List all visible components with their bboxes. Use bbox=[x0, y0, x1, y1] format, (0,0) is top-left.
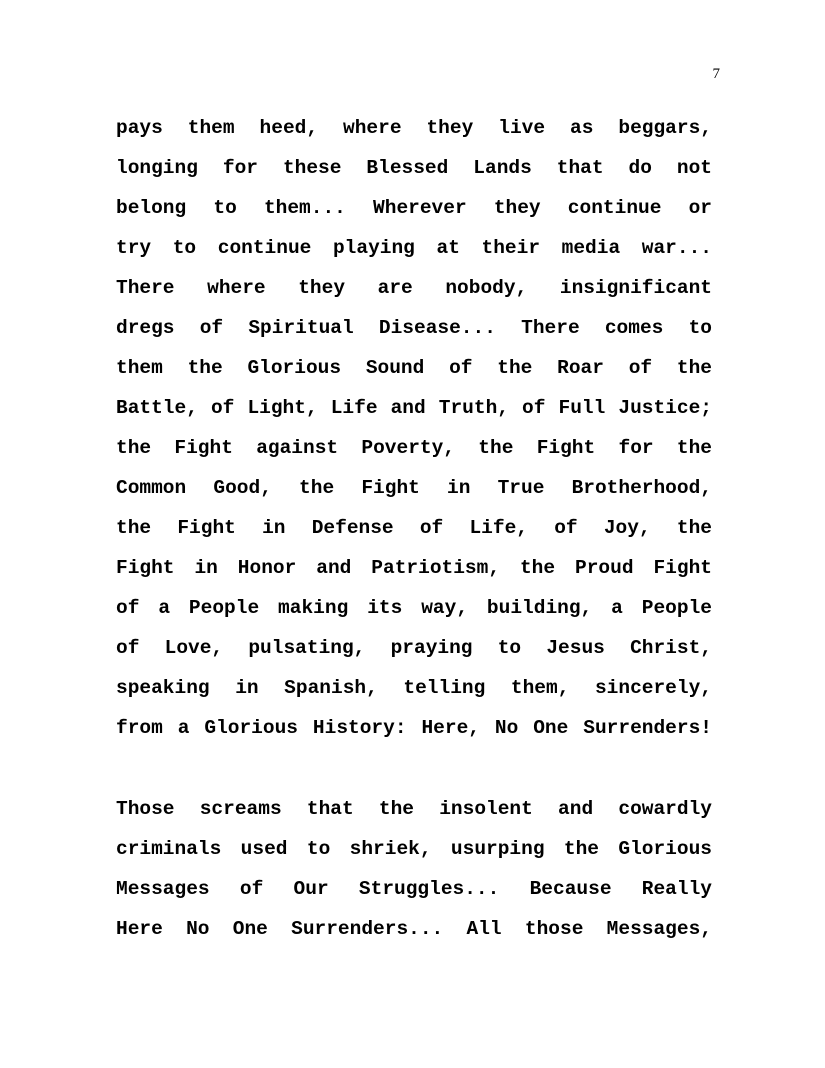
text-line: of a People making its way, building, a People bbox=[116, 597, 712, 619]
text-line: Common Good, the Fight in True Brotherhood, bbox=[116, 477, 712, 499]
text-line: Here No One Surrenders... All those Messages, bbox=[116, 918, 712, 940]
text-line: speaking in Spanish, telling them, sincerely, bbox=[116, 677, 712, 699]
text-line: belong to them... Wherever they continue or bbox=[116, 197, 712, 219]
text-line: longing for these Blessed Lands that do not bbox=[116, 157, 712, 179]
text-line: criminals used to shriek, usurping the Glorious bbox=[116, 838, 712, 860]
text-line: Battle, of Light, Life and Truth, of Full Justice; bbox=[116, 397, 712, 419]
text-line: pays them heed, where they live as beggars, bbox=[116, 117, 712, 139]
text-line: from a Glorious History: Here, No One Surrenders! bbox=[116, 717, 712, 739]
text-line: the Fight in Defense of Life, of Joy, the bbox=[116, 517, 712, 539]
text-line: Fight in Honor and Patriotism, the Proud Fight bbox=[116, 557, 712, 579]
text-line: of Love, pulsating, praying to Jesus Christ, bbox=[116, 637, 712, 659]
page-number: 7 bbox=[712, 66, 720, 82]
text-line: Those screams that the insolent and cowardly bbox=[116, 798, 712, 820]
text-line: the Fight against Poverty, the Fight for the bbox=[116, 437, 712, 459]
text-line: them the Glorious Sound of the Roar of the bbox=[116, 357, 712, 379]
text-line: dregs of Spiritual Disease... There comes to bbox=[116, 317, 712, 339]
text-line: There where they are nobody, insignificant bbox=[116, 277, 712, 299]
text-line: try to continue playing at their media war... bbox=[116, 237, 712, 259]
text-line: Messages of Our Struggles... Because Really bbox=[116, 878, 712, 900]
